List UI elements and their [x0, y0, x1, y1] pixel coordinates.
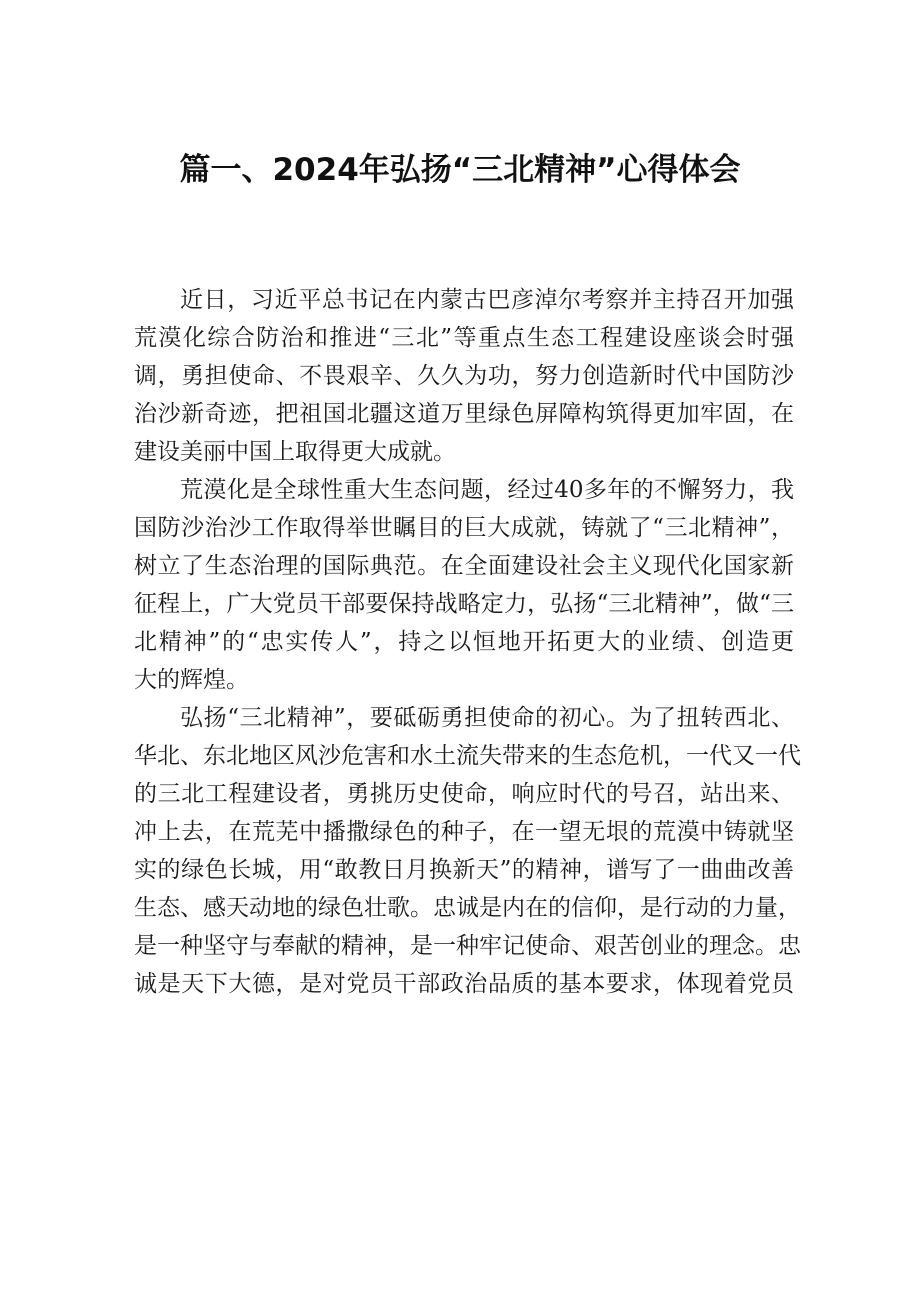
paragraph-2-line-3: 树立了生态治理的国际典范。在全面建设社会主义现代化国家新	[134, 553, 794, 579]
paragraph-3-line-5: 实的绿色长城，用“敢教日月换新天”的精神，谱写了一曲曲改善	[134, 857, 794, 883]
paragraph-3-line-8: 诚是天下大德，是对党员干部政治品质的基本要求，体现着党员	[134, 971, 794, 997]
paragraph-1-line-4: 治沙新奇迹，把祖国北疆这道万里绿色屏障构筑得更加牢固，在	[134, 401, 794, 427]
paragraph-1-line-2: 荒漠化综合防治和推进“三北”等重点生态工程建设座谈会时强	[134, 325, 794, 351]
paragraph-2-line-4: 征程上，广大党员干部要保持战略定力，弘扬“三北精神”，做“三	[134, 591, 794, 617]
paragraph-3-line-3: 的三北工程建设者，勇挑历史使命，响应时代的号召，站出来、	[134, 781, 794, 807]
paragraph-2-line-5: 北精神”的“忠实传人”，持之以恒地开拓更大的业绩、创造更	[134, 629, 794, 655]
paragraph-1-line-1: 近日，习近平总书记在内蒙古巴彦淖尔考察并主持召开加强	[180, 287, 794, 313]
document-title: 篇一、2024年弘扬“三北精神”心得体会	[179, 152, 741, 188]
paragraph-3-line-6: 生态、感天动地的绿色壮歌。忠诚是内在的信仰，是行动的力量，	[134, 895, 801, 921]
paragraph-2-line-2: 国防沙治沙工作取得举世瞩目的巨大成就，铸就了“三北精神”，	[134, 515, 794, 541]
paragraph-2-line-1: 荒漠化是全球性重大生态问题，经过40多年的不懈努力，我	[180, 477, 794, 503]
paragraph-1-line-5: 建设美丽中国上取得更大成就。	[134, 439, 456, 465]
document-body	[134, 281, 801, 1003]
paragraph-3-line-7: 是一种坚守与奉献的精神，是一种牢记使命、艰苦创业的理念。忠	[134, 933, 801, 959]
paragraph-1-line-3: 调，勇担使命、不畏艰辛、久久为功，努力创造新时代中国防沙	[134, 363, 794, 389]
paragraph-3-line-4: 冲上去，在荒芜中播撒绿色的种子，在一望无垠的荒漠中铸就坚	[134, 819, 794, 845]
paragraph-3-line-1: 弘扬“三北精神”，要砥砺勇担使命的初心。为了扭转西北、	[180, 705, 794, 731]
paragraph-2-line-6: 大的辉煌。	[134, 667, 249, 693]
paragraph-3-line-2: 华北、东北地区风沙危害和水土流失带来的生态危机，一代又一代	[134, 743, 801, 769]
